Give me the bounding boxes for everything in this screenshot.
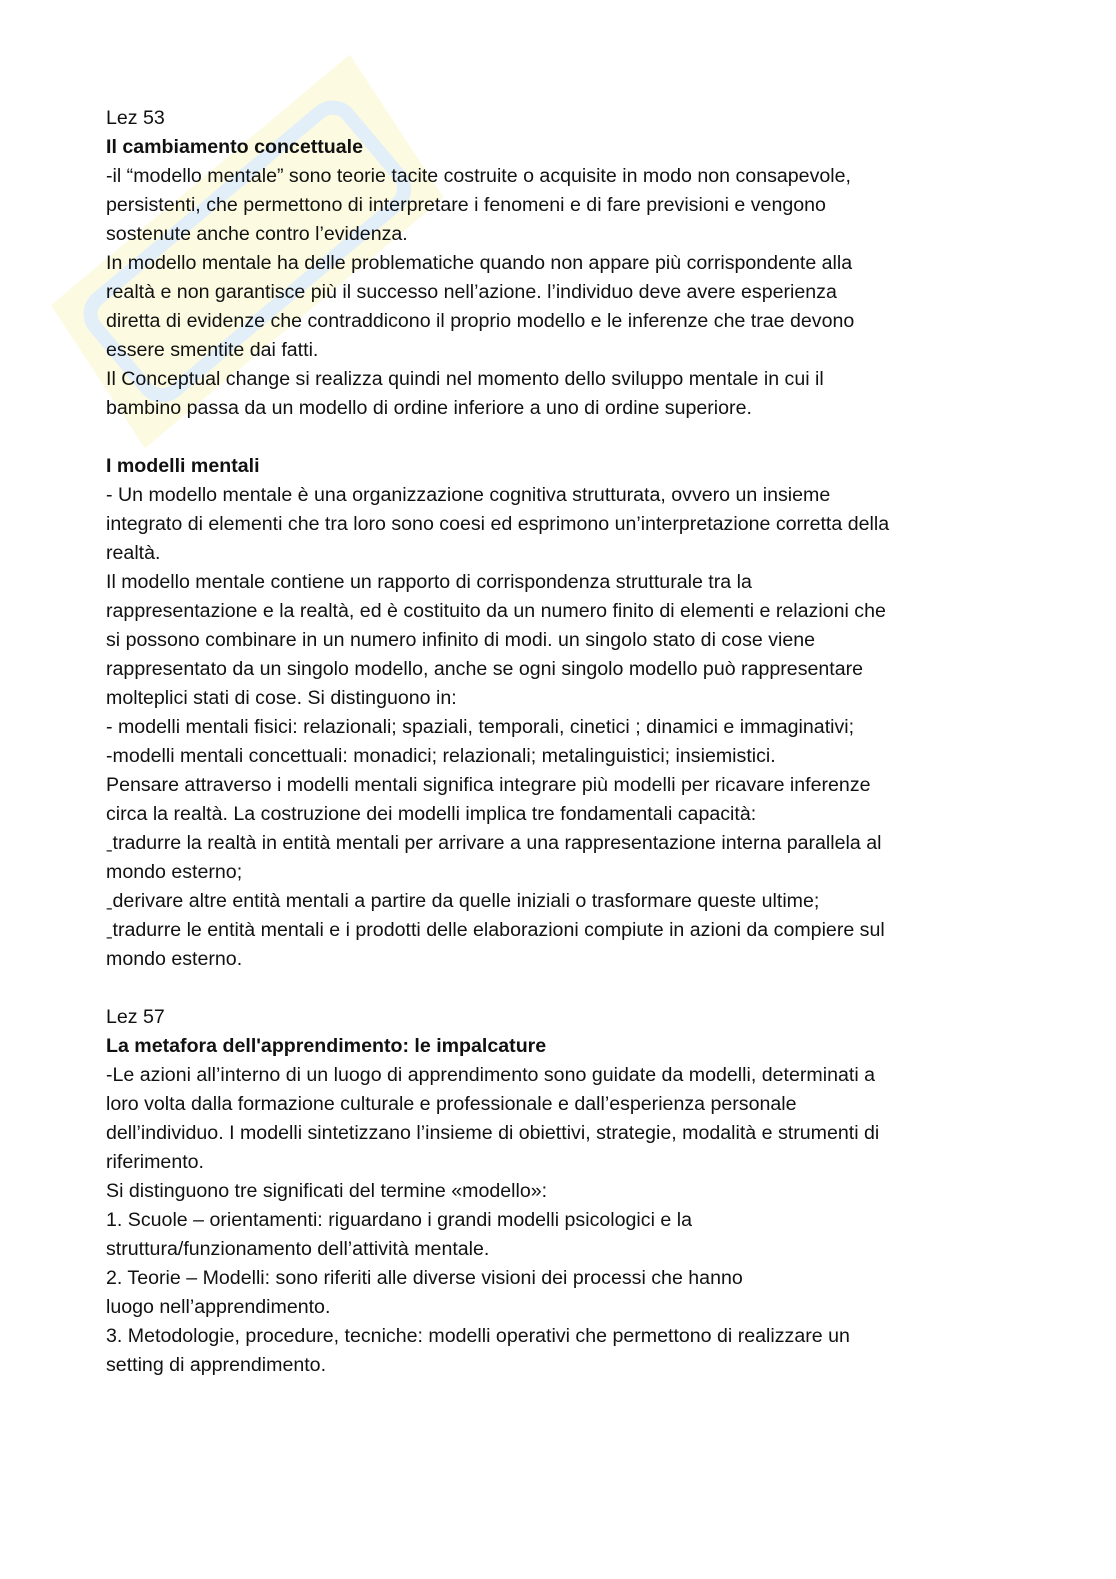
text-line: ˍderivare altre entità mentali a partire da quelle iniziali o trasformare queste ultime; [106, 890, 820, 912]
text-line: Il modello mentale contiene un rapporto di corrispondenza strutturale tra la [106, 571, 752, 593]
text-line: realtà e non garantisce più il successo nell’azione. l’individuo deve avere esperienza [106, 281, 837, 303]
text-line: ˍtradurre le entità mentali e i prodotti delle elaborazioni compiute in azioni da compiere sul [106, 919, 885, 941]
text-line: rappresentazione e la realtà, ed è costituito da un numero finito di elementi e relazioni che [106, 600, 886, 622]
text-line: mondo esterno. [106, 948, 243, 970]
text-line: integrato di elementi che tra loro sono coesi ed esprimono un’interpretazione corretta della [106, 513, 890, 535]
text-line: ˍtradurre la realtà in entità mentali per arrivare a una rappresentazione interna parallela al [106, 832, 882, 854]
text-line: 1. Scuole – orientamenti: riguardano i grandi modelli psicologici e la [106, 1209, 692, 1231]
section-title: La metafora dell'apprendimento: le impalcature [106, 1035, 547, 1057]
text-line: persistenti, che permettono di interpretare i fenomeni e di fare previsioni e vengono [106, 194, 826, 216]
section-body [106, 1061, 1011, 1380]
text-line: bambino passa da un modello di ordine inferiore a uno di ordine superiore. [106, 397, 752, 419]
text-line: setting di apprendimento. [106, 1354, 327, 1376]
text-line: Pensare attraverso i modelli mentali significa integrare più modelli per ricavare inferenze [106, 774, 871, 796]
text-line: struttura/funzionamento dell’attività mentale. [106, 1238, 490, 1260]
text-line: rappresentato da un singolo modello, anche se ogni singolo modello può rappresentare [106, 658, 864, 680]
text-line: sostenute anche contro l’evidenza. [106, 223, 408, 245]
text-line: luogo nell’apprendimento. [106, 1296, 331, 1318]
text-line: Si distinguono tre significati del termine «modello»: [106, 1180, 548, 1202]
spacer [106, 974, 1011, 1003]
section-title: I modelli mentali [106, 455, 260, 477]
text-line: dell’individuo. I modelli sintetizzano l’insieme di obiettivi, strategie, modalità e strumenti di [106, 1122, 880, 1144]
text-line: Il Conceptual change si realizza quindi nel momento dello sviluppo mentale in cui il [106, 368, 824, 390]
lesson-label: Lez 57 [106, 1006, 165, 1028]
section-body [106, 481, 1011, 974]
text-line: loro volta dalla formazione culturale e professionale e dall’esperienza personale [106, 1093, 797, 1115]
lesson-label: Lez 53 [106, 107, 165, 129]
document-page [106, 104, 1011, 1380]
spacer [106, 423, 1011, 452]
text-line: essere smentite dai fatti. [106, 339, 319, 361]
section-title: Il cambiamento concettuale [106, 136, 363, 158]
text-line: 3. Metodologie, procedure, tecniche: modelli operativi che permettono di realizzare un [106, 1325, 850, 1347]
text-line: realtà. [106, 542, 161, 564]
text-line: riferimento. [106, 1151, 204, 1173]
text-line: - Un modello mentale è una organizzazione cognitiva strutturata, ovvero un insieme [106, 484, 831, 506]
text-line: -il “modello mentale” sono teorie tacite costruite o acquisite in modo non consapevole, [106, 165, 851, 187]
text-line: 2. Teorie – Modelli: sono riferiti alle diverse visioni dei processi che hanno [106, 1267, 743, 1289]
text-line: si possono combinare in un numero infinito di modi. un singolo stato di cose viene [106, 629, 816, 651]
text-line: - modelli mentali fisici: relazionali; spaziali, temporali, cinetici ; dinamici e immaginativi; [106, 716, 855, 738]
text-line: mondo esterno; [106, 861, 243, 883]
text-line: In modello mentale ha delle problematiche quando non appare più corrispondente alla [106, 252, 853, 274]
section-body [106, 162, 1011, 423]
text-line: -modelli mentali concettuali: monadici; relazionali; metalinguistici; insiemistici. [106, 745, 776, 767]
text-line: circa la realtà. La costruzione dei modelli implica tre fondamentali capacità: [106, 803, 757, 825]
text-line: diretta di evidenze che contraddicono il proprio modello e le inferenze che trae devono [106, 310, 855, 332]
text-line: molteplici stati di cose. Si distinguono in: [106, 687, 457, 709]
text-line: -Le azioni all’interno di un luogo di apprendimento sono guidate da modelli, determinati a [106, 1064, 876, 1086]
